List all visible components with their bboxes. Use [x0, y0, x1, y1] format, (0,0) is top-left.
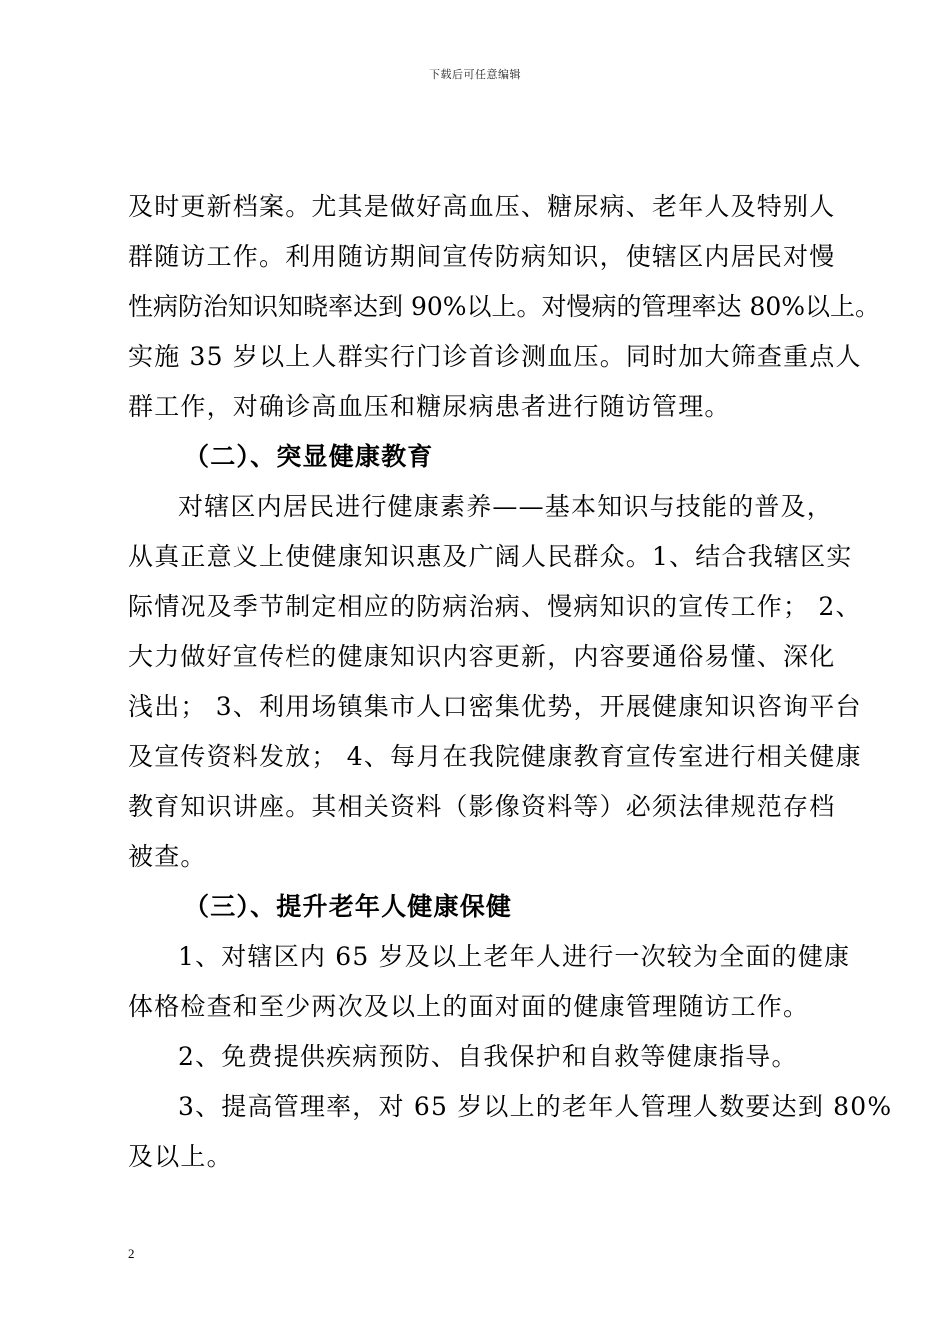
body-line: 大力做好宣传栏的健康知识内容更新，内容要通俗易懂、深化: [128, 642, 836, 671]
section-heading-2: （二）、突显健康教育: [184, 442, 434, 471]
list-item-3: 3、提高管理率，对 65 岁以上的老年人管理人数要达到 80%: [178, 1092, 893, 1121]
document-body: [128, 182, 893, 1182]
download-note: 下载后可任意编辑: [429, 68, 521, 81]
body-line: 性病防治知识知晓率达到 90%以上。对慢病的管理率达 80%以上。: [128, 292, 881, 321]
body-line: 群工作，对确诊高血压和糖尿病患者进行随访管理。: [128, 392, 731, 421]
list-item-1: 1、对辖区内 65 岁及以上老年人进行一次较为全面的健康: [178, 942, 851, 971]
body-line: 及以上。: [128, 1142, 233, 1171]
body-line: 际情况及季节制定相应的防病治病、慢病知识的宣传工作； 2、: [128, 592, 862, 621]
page-number: 2: [128, 1246, 135, 1261]
list-item-2: 2、免费提供疾病预防、自我保护和自救等健康指导。: [178, 1042, 798, 1071]
body-line: 体格检查和至少两次及以上的面对面的健康管理随访工作。: [128, 992, 810, 1021]
body-line: 实施 35 岁以上人群实行门诊首诊测血压。同时加大筛查重点人: [128, 342, 862, 371]
section-heading-3: （三）、提升老年人健康保健: [184, 892, 513, 921]
body-line: 被查。: [128, 842, 207, 871]
body-line: 教育知识讲座。其相关资料（影像资料等）必须法律规范存档: [128, 792, 836, 821]
body-line: 从真正意义上使健康知识惠及广阔人民群众。1、结合我辖区实: [128, 542, 853, 571]
body-line: 及时更新档案。尤其是做好高血压、糖尿病、老年人及特别人: [128, 192, 836, 221]
body-line: 及宣传资料发放； 4、每月在我院健康教育宣传室进行相关健康: [128, 742, 862, 771]
body-line: 群随访工作。利用随访期间宣传防病知识，使辖区内居民对慢: [128, 242, 836, 271]
body-line: 浅出； 3、利用场镇集市人口密集优势，开展健康知识咨询平台: [128, 692, 862, 721]
paragraph-first-line: 对辖区内居民进行健康素养——基本知识与技能的普及，: [178, 492, 834, 521]
